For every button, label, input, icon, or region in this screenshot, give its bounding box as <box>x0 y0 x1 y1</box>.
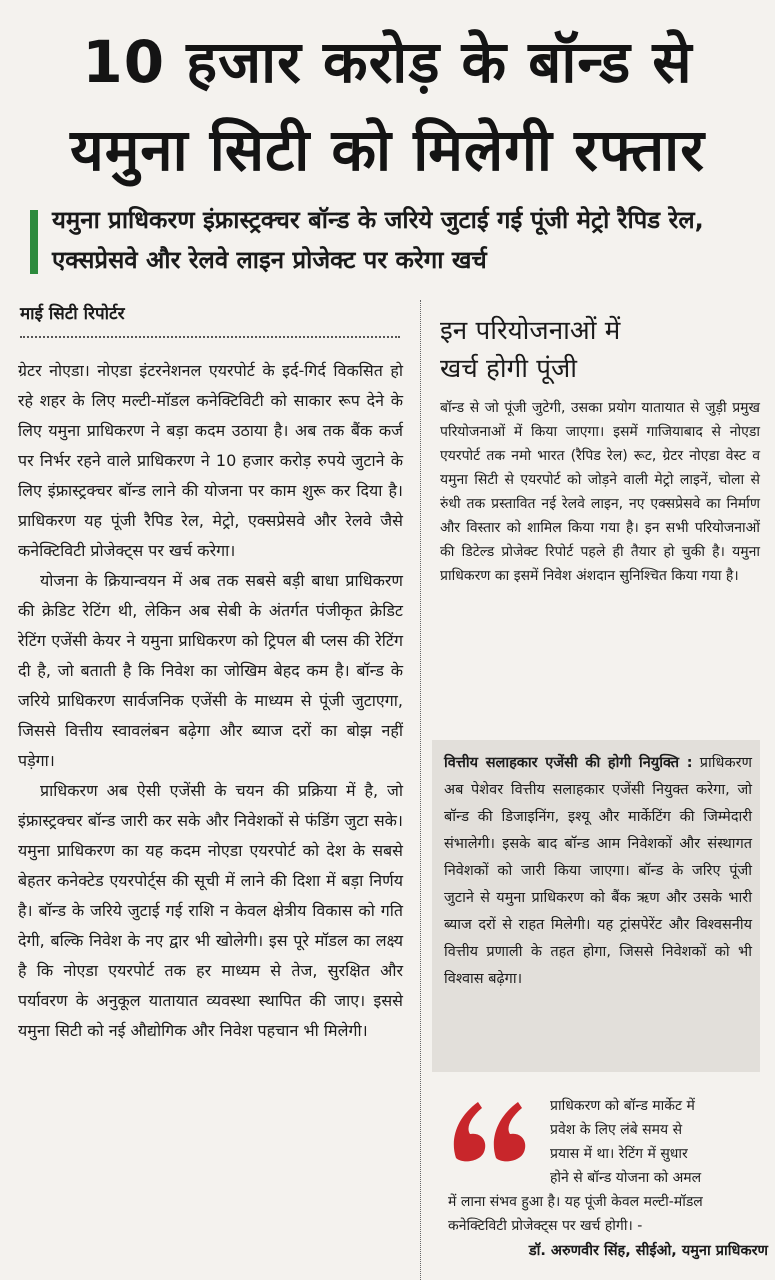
article-body <box>18 356 403 1046</box>
headline-line-2: यमुना सिटी को मिलेगी रफ्तार <box>70 116 705 184</box>
quote-rest: में लाना संभव हुआ है। यह पूंजी केवल मल्टी-मॉडल कनेक्टिविटी प्रोजेक्ट्स पर खर्च होगी। - <box>448 1194 703 1234</box>
sidebar-heading <box>440 312 760 388</box>
quote-line: प्रवेश के लिए लंबे समय से <box>550 1122 683 1138</box>
column-divider <box>420 300 421 1280</box>
quote-author: डॉ. अरुणवीर सिंह, सीईओ, यमुना प्राधिकरण <box>528 1243 768 1259</box>
quote-text <box>448 1094 758 1238</box>
quote-line: प्राधिकरण को बॉन्ड मार्केट में <box>550 1098 695 1114</box>
sidebar-body: बॉन्ड से जो पूंजी जुटेगी, उसका प्रयोग यातायात से जुड़ी प्रमुख परियोजनाओं में किया जाएगा। इसमें गाजियाबाद से नोएडा एयरपोर्ट तक नमो भारत (रैपिड रेल) रूट, ग्रेटर नोएडा वेस्ट व यमुना सिटी से एयरपोर्ट को जोड़ने वाली मेट्रो लाइनें, चोला से रुंधी तक प्रस्तावित नई रेलवे लाइन, नए एक्सप्रेसवे का निर्माण और विस्तार को शामिल किया गया है। इन सभी परियोजनाओं की डिटेल्ड प्रोजेक्ट रिपोर्ट पहले ही तैयार हो चुकी है। यमुना प्राधिकरण का इसमें निवेश अंशदान सुनिश्चित किया गया है। <box>440 400 760 584</box>
advisor-box-title: वित्तीय सलाहकार एजेंसी की होगी नियुक्ति : <box>444 755 693 771</box>
article-paragraph: प्राधिकरण अब ऐसी एजेंसी के चयन की प्रक्रिया में है, जो इंफ्रास्ट्रक्चर बॉन्ड जारी कर सके और निवेशकों से फंडिंग जुटा सके। यमुना प्राधिकरण का यह कदम नोएडा एयरपोर्ट को देश के सबसे बेहतर कनेक्टेड एयरपोर्ट्स की सूची में लाने की दिशा में बड़ा निर्णय है। बॉन्ड के जरिये जुटाई गई राशि न केवल क्षेत्रीय विकास को गति देगी, बल्कि निवेश के नए द्वार भी खोलेगी। इस पूरे मॉडल का लक्ष्य है कि नोएडा एयरपोर्ट तक हर माध्यम से तेज, सुरक्षित और पर्यावरण के अनुकूल यातायात व्यवस्था स्थापित की जाए। इससे यमुना सिटी को नई औद्योगिक और निवेश पहचान भी मिलेगी। <box>18 781 403 1040</box>
quote-line: होने से बॉन्ड योजना को अमल <box>550 1170 702 1186</box>
advisor-box-text <box>444 750 752 993</box>
quote-line: प्रयास में था। रेटिंग में सुधार <box>550 1146 688 1162</box>
article-paragraph: योजना के क्रियान्वयन में अब तक सबसे बड़ी बाधा प्राधिकरण की क्रेडिट रेटिंग थी, लेकिन अब सेबी के अंतर्गत पंजीकृत क्रेडिट रेटिंग एजेंसी केयर ने यमुना प्राधिकरण को ट्रिपल बी प्लस की रेटिंग दी है, जो बताती है कि निवेश का जोखिम बेहद कम है। बॉन्ड के जरिये प्राधिकरण सार्वजनिक एजेंसी के माध्यम से पूंजी जुटाएगा, जिससे वित्तीय स्वावलंबन बढ़ेगा और ब्याज दरों का बोझ नहीं पड़ेगा। <box>18 571 403 770</box>
accent-bar <box>30 210 38 274</box>
sidebar-heading-line-1: इन परियोजनाओं में <box>440 316 621 346</box>
byline: माई सिटी रिपोर्टर <box>20 302 400 338</box>
advisor-box-body: प्राधिकरण अब पेशेवर वित्तीय सलाहकार एजेंसी नियुक्त करेगा, जो बॉन्ड की डिजाइनिंग, इश्यू और मार्केटिंग की जिम्मेदारी संभालेगी। इसके बाद बॉन्ड आम निवेशकों और संस्थागत निवेशकों को जारी किया जाएगा। बॉन्ड के जरिए पूंजी जुटाने से यमुना प्राधिकरण को बैंक ऋण और उसके भारी ब्याज दरों से राहत मिलेगी। यह ट्रांसपेरेंट और विश्वसनीय वित्तीय प्रणाली के तहत होगा, जिससे निवेशकों को भी विश्वास बढ़ेगा। <box>444 755 753 987</box>
headline-line-1: 10 हजार करोड़ के बॉन्ड से <box>82 28 693 96</box>
article-paragraph: ग्रेटर नोएडा। नोएडा इंटरनेशनल एयरपोर्ट के इर्द-गिर्द विकसित हो रहे शहर के लिए मल्टी-मॉडल कनेक्टिविटी को साकार रूप देने के लिए यमुना प्राधिकरण ने बड़ा कदम उठाया है। अब तक बैंक कर्ज पर निर्भर रहने वाले प्राधिकरण ने 10 हजार करोड़ रुपये जुटाने के लिए इंफ्रास्ट्रक्चर बॉन्ड लाने की योजना पर काम शुरू कर दिया है। प्राधिकरण यह पूंजी रैपिड रेल, मेट्रो, एक्सप्रेसवे और रेलवे जैसे कनेक्टिविटी प्रोजेक्ट्स पर खर्च करेगा। <box>18 361 403 560</box>
sidebar-heading-line-2: खर्च होगी पूंजी <box>440 354 578 384</box>
subheadline: यमुना प्राधिकरण इंफ्रास्ट्रक्चर बॉन्ड के जरिये जुटाई गई पूंजी मेट्रो रैपिड रेल, एक्सप्रेसवे और रेलवे लाइन प्रोजेक्ट पर करेगा खर्च <box>52 206 704 274</box>
